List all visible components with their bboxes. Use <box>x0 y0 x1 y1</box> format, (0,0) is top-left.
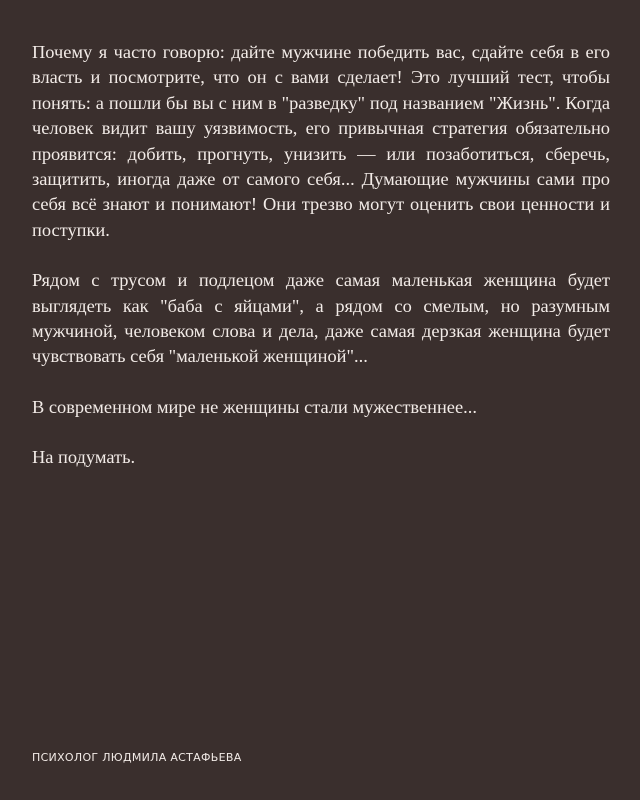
paragraph-4: На подумать. <box>32 447 136 468</box>
post-text <box>32 40 610 496</box>
paragraph-1: Почему я часто говорю: дайте мужчине победить вас, сдайте себя в его власть и посмотрите, что он с вами сделает! Это лучший тест, чтобы понять: а пошли бы вы с ним в "разведку" под названием "Жизнь". Когда человек видит вашу уязвимость, его привычная стратегия обязательно проявится: добить, прогнуть, унизить — или позаботиться, сберечь, защитить, иногда даже от самого себя... Думающие мужчины сами про себя всё знают и понимают! Они трезво могут оценить свои ценности и поступки. <box>32 42 610 240</box>
paragraph-3: В современном мире не женщины стали мужественнее... <box>32 396 477 417</box>
author-signature: ПСИХОЛОГ ЛЮДМИЛА АСТАФЬЕВА <box>32 751 242 764</box>
paragraph-2: Рядом с трусом и подлецом даже самая маленькая женщина будет выглядеть как "баба с яйцами", а рядом со смелым, но разумным мужчиной, человеком слова и дела, даже самая дерзкая женщина будет чувствовать себя "маленькой женщиной"... <box>32 270 610 367</box>
